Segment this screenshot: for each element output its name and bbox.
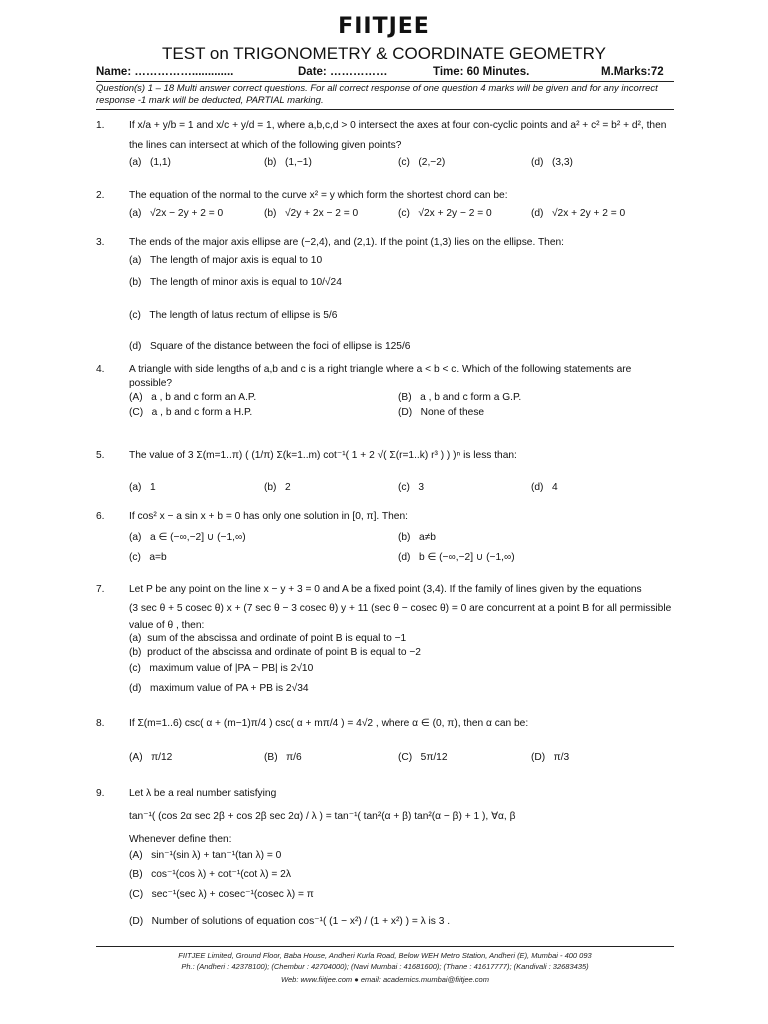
- question-text: If x/a + y/b = 1 and x/c + y/d = 1, where a,b,c,d > 0 intersect the axes at four con-cyclic points and a² + c² = b² + d², then: [129, 120, 667, 131]
- option-a: (A) sin⁻¹(sin λ) + tan⁻¹(tan λ) = 0: [129, 850, 282, 861]
- option-c: (C) a , b and c form a H.P.: [129, 407, 253, 418]
- option-a: (A) a , b and c form an A.P.: [129, 392, 257, 403]
- option-d: (D) None of these: [398, 407, 485, 418]
- question-text: value of θ , then:: [129, 620, 205, 631]
- question-number: 7.: [96, 584, 105, 595]
- option-b: (B) a , b and c form a G.P.: [398, 392, 522, 403]
- instructions-divider: [96, 109, 674, 110]
- option-d: (d) b ∈ (−∞,−2] ∪ (−1,∞): [398, 552, 515, 563]
- question-text: The ends of the major axis ellipse are (−2,4), and (2,1). If the point (1,3) lies on the ellipse. Then:: [129, 237, 564, 248]
- header-meta: [96, 66, 676, 80]
- option-b: (b) The length of minor axis is equal to 10/√24: [129, 277, 342, 288]
- question-number: 1.: [96, 120, 105, 131]
- option-c: (c) (2,−2): [398, 157, 446, 168]
- footer-contact: Web: www.fiitjee.com ● email: academics.mumbai@fiitjee.com: [281, 975, 489, 984]
- header-divider: [96, 81, 674, 82]
- question-text: possible?: [129, 378, 173, 389]
- option-a: (a) sum of the abscissa and ordinate of point B is equal to −1: [129, 633, 407, 644]
- question-text: A triangle with side lengths of a,b and c is a right triangle where a < b < c. Which of the following statements are: [129, 364, 632, 375]
- option-c: (c) maximum value of |PA − PB| is 2√10: [129, 663, 314, 674]
- question-text: Whenever define then:: [129, 834, 232, 845]
- option-c: (c) 3: [398, 482, 425, 493]
- question-text: (3 sec θ + 5 cosec θ) x + (7 sec θ − 3 cosec θ) y + 11 (sec θ − cosec θ) = 0 are concurrent at a point B for all permissible: [129, 603, 672, 614]
- question-text: the lines can intersect at which of the following given points?: [129, 140, 402, 151]
- question-number: 8.: [96, 718, 105, 729]
- option-a: (A) π/12: [129, 752, 173, 763]
- option-a: (a) (1,1): [129, 157, 171, 168]
- option-c: (C) sec⁻¹(sec λ) + cosec⁻¹(cosec λ) = π: [129, 889, 314, 900]
- footer-address: FIITJEE Limited, Ground Floor, Baba House, Andheri Kurla Road, Below WEH Metro Station, Andheri (E), Mumbai - 400 093: [178, 951, 592, 960]
- question-text: Let λ be a real number satisfying: [129, 788, 277, 799]
- option-a: (a) The length of major axis is equal to 10: [129, 255, 323, 266]
- option-c: (c) a=b: [129, 552, 167, 563]
- question-text: Let P be any point on the line x − y + 3 = 0 and A be a fixed point (3,4). If the family of lines given by the equations: [129, 584, 642, 595]
- option-c: (c) The length of latus rectum of ellipse is 5/6: [129, 310, 338, 321]
- question-number: 3.: [96, 237, 105, 248]
- option-d: (d) (3,3): [531, 157, 573, 168]
- option-a: (a) a ∈ (−∞,−2] ∪ (−1,∞): [129, 532, 246, 543]
- question-number: 9.: [96, 788, 105, 799]
- question-text: tan⁻¹( (cos 2α sec 2β + cos 2β sec 2α) / λ ) = tan⁻¹( tan²(α + β) tan²(α − β) + 1 ), ∀α, β: [129, 811, 516, 822]
- question-text: If Σ(m=1..6) csc( α + (m−1)π/4 ) csc( α + mπ/4 ) = 4√2 , where α ∈ (0, π), then α can be:: [129, 718, 529, 729]
- question-number: 4.: [96, 364, 105, 375]
- question-text: The equation of the normal to the curve x² = y which form the shortest chord can be:: [129, 190, 508, 201]
- time-label: Time: 60 Minutes.: [433, 66, 530, 78]
- option-d: (d) Square of the distance between the foci of ellipse is 125/6: [129, 341, 411, 352]
- instructions: Question(s) 1 – 18 Multi answer correct questions. For all correct response of one question 4 marks will be given and for any incorrect response -1 mark will be deducted, PARTIAL marking.: [96, 83, 658, 106]
- marks-label: M.Marks:72: [601, 66, 664, 78]
- option-a: (a) 1: [129, 482, 156, 493]
- question-number: 5.: [96, 450, 105, 461]
- footer-divider: [96, 946, 674, 947]
- option-b: (b) 2: [264, 482, 291, 493]
- question-text: The value of 3 Σ(m=1..π) ( (1/π) Σ(k=1..m) cot⁻¹( 1 + 2 √( Σ(r=1..k) r³ ) ) )ⁿ is less than:: [129, 450, 517, 461]
- question-text: If cos² x − a sin x + b = 0 has only one solution in [0, π]. Then:: [129, 511, 408, 522]
- option-d: (D) Number of solutions of equation cos⁻¹( (1 − x²) / (1 + x²) ) = λ is 3 .: [129, 916, 451, 927]
- question-number: 2.: [96, 190, 105, 201]
- question-number: 6.: [96, 511, 105, 522]
- option-b: (b) (1,−1): [264, 157, 312, 168]
- test-title: TEST on TRIGONOMETRY & COORDINATE GEOMETRY: [162, 44, 606, 63]
- footer-phones: Ph.: (Andheri : 42378100); (Chembur : 42704000); (Navi Mumbai : 41681600); (Thane : 41617777); (Kandivali : 32683435): [181, 962, 589, 971]
- option-d: (d) 4: [531, 482, 558, 493]
- option-a: (a) √2x − 2y + 2 = 0: [129, 208, 224, 219]
- option-d: (d) √2x + 2y + 2 = 0: [531, 208, 626, 219]
- option-b: (b) product of the abscissa and ordinate of point B is equal to −2: [129, 647, 421, 658]
- date-label: Date: ……………: [298, 66, 388, 78]
- option-b: (b) √2y + 2x − 2 = 0: [264, 208, 359, 219]
- fiitjee-logo: FIITJEE: [338, 14, 430, 39]
- option-b: (B) cos⁻¹(cos λ) + cot⁻¹(cot λ) = 2λ: [129, 869, 291, 880]
- option-b: (b) a≠b: [398, 532, 436, 543]
- name-label: Name: …………….............: [96, 66, 234, 78]
- option-b: (B) π/6: [264, 752, 302, 763]
- option-c: (C) 5π/12: [398, 752, 448, 763]
- option-c: (c) √2x + 2y − 2 = 0: [398, 208, 492, 219]
- option-d: (D) π/3: [531, 752, 570, 763]
- option-d: (d) maximum value of PA + PB is 2√34: [129, 683, 309, 694]
